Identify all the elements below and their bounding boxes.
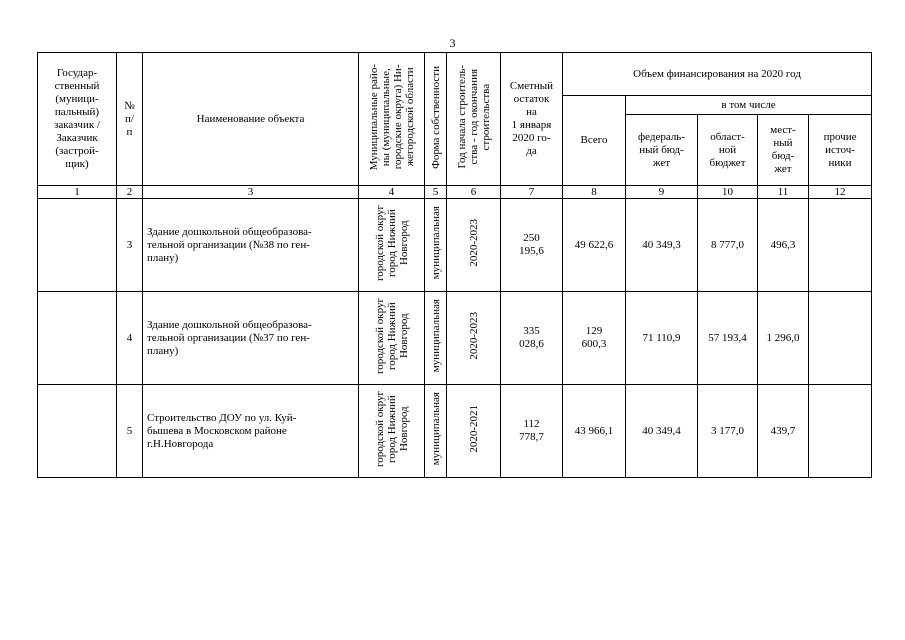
header-number: № п/ п (117, 53, 143, 186)
column-number: 9 (626, 186, 698, 199)
cell-district: городской округ город Нижний Новгород (359, 292, 425, 385)
cell-federal: 40 349,4 (626, 385, 698, 478)
header-remaining: Сметный остаток на 1 января 2020 го- да (501, 53, 563, 186)
cell-district: городской округ город Нижний Новгород (359, 199, 425, 292)
cell-regional: 3 177,0 (698, 385, 758, 478)
column-number: 8 (563, 186, 626, 199)
column-number-row (38, 186, 872, 199)
cell-number: 5 (117, 385, 143, 478)
cell-years: 2020-2023 (447, 292, 501, 385)
column-number: 5 (425, 186, 447, 199)
cell-total: 129 600,3 (563, 292, 626, 385)
page-number: 3 (449, 36, 456, 50)
column-number: 7 (501, 186, 563, 199)
header-object-name: Наименование объекта (143, 53, 359, 186)
cell-remaining: 335 028,6 (501, 292, 563, 385)
header-financing: Объем финансирования на 2020 год (563, 53, 872, 96)
financing-table (37, 52, 872, 478)
column-number: 11 (758, 186, 809, 199)
cell-district: городской округ город Нижний Новгород (359, 385, 425, 478)
cell-remaining: 250 195,6 (501, 199, 563, 292)
cell-object-name: Здание дошкольной общеобразова- тельной организации (№37 по ген- плану) (143, 292, 359, 385)
header-including: в том числе (626, 96, 872, 115)
cell-total: 43 966,1 (563, 385, 626, 478)
table-row (38, 292, 872, 385)
header-federal: федераль- ный бюд- жет (626, 115, 698, 186)
header-local: мест- ный бюд- жет (758, 115, 809, 186)
cell-customer (38, 385, 117, 478)
cell-regional: 8 777,0 (698, 199, 758, 292)
column-number: 3 (143, 186, 359, 199)
cell-regional: 57 193,4 (698, 292, 758, 385)
cell-local: 1 296,0 (758, 292, 809, 385)
header-ownership: Форма собственности (425, 53, 447, 186)
cell-ownership: муниципальная (425, 199, 447, 292)
cell-federal: 71 110,9 (626, 292, 698, 385)
cell-years: 2020-2023 (447, 199, 501, 292)
cell-customer (38, 292, 117, 385)
cell-object-name: Строительство ДОУ по ул. Куй- бышева в Московском районе г.Н.Новгорода (143, 385, 359, 478)
cell-other (809, 292, 872, 385)
column-number: 1 (38, 186, 117, 199)
cell-number: 3 (117, 199, 143, 292)
cell-number: 4 (117, 292, 143, 385)
cell-remaining: 112 778,7 (501, 385, 563, 478)
column-number: 6 (447, 186, 501, 199)
column-number: 2 (117, 186, 143, 199)
header-other: прочие источ- ники (809, 115, 872, 186)
cell-federal: 40 349,3 (626, 199, 698, 292)
header-total: Всего (563, 96, 626, 186)
cell-other (809, 199, 872, 292)
cell-total: 49 622,6 (563, 199, 626, 292)
cell-other (809, 385, 872, 478)
cell-local: 496,3 (758, 199, 809, 292)
table-row (38, 385, 872, 478)
cell-object-name: Здание дошкольной общеобразова- тельной организации (№38 по ген- плану) (143, 199, 359, 292)
column-number: 4 (359, 186, 425, 199)
cell-local: 439,7 (758, 385, 809, 478)
header-district: Муниципальные райо- ны (муниципальные, городские округа) Ни- жегородской области (359, 53, 425, 186)
table-row (38, 199, 872, 292)
header-customer: Государ- ственный (муници- пальный) заказчик / Заказчик (застрой- щик) (38, 53, 117, 186)
header-years: Год начала строитель- ства - год окончания строительства (447, 53, 501, 186)
cell-years: 2020-2021 (447, 385, 501, 478)
cell-ownership: муниципальная (425, 292, 447, 385)
column-number: 10 (698, 186, 758, 199)
cell-ownership: муниципальная (425, 385, 447, 478)
column-number: 12 (809, 186, 872, 199)
cell-customer (38, 199, 117, 292)
header-regional: област- ной бюджет (698, 115, 758, 186)
